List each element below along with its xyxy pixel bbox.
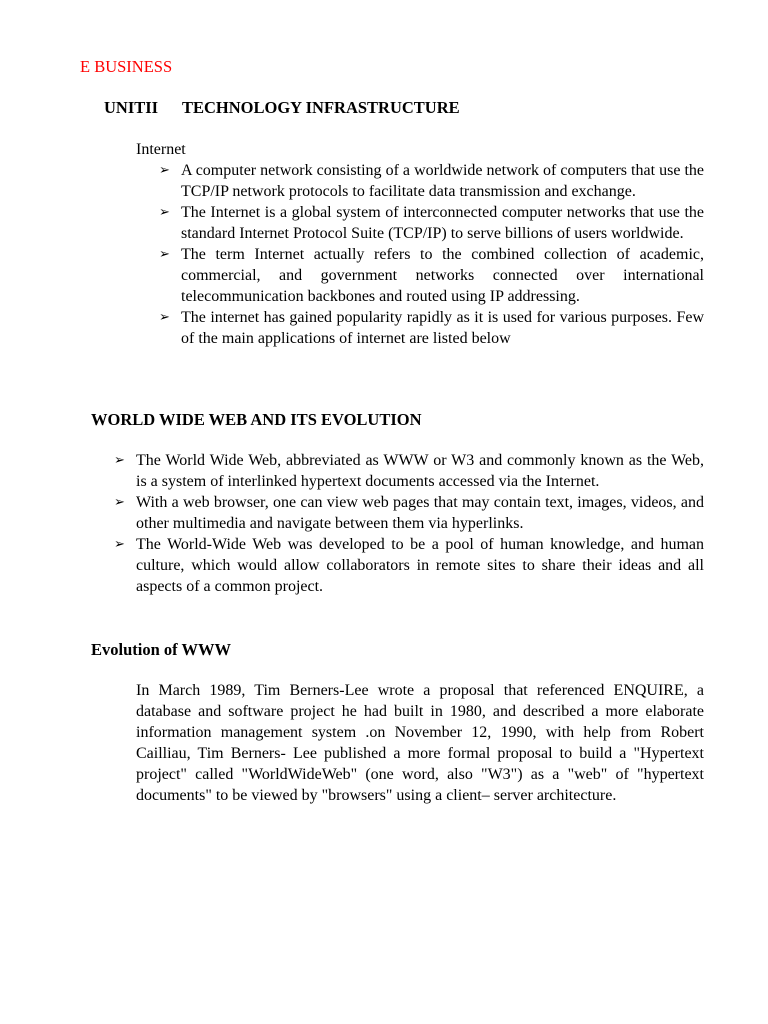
arrowhead-bullet-icon: ➢: [114, 453, 125, 468]
list-item: [159, 202, 704, 244]
arrowhead-bullet-icon: ➢: [159, 310, 170, 325]
arrowhead-bullet-icon: ➢: [159, 163, 170, 178]
evolution-paragraph: In March 1989, Tim Berners-Lee wrote a proposal that referenced ENQUIRE, a database and software project he had built in 1980, and described a more elaborate information management system .on November 12, 1990, with help from Robert Cailliau, Tim Berners- Lee published a more formal proposal to build a "Hypertext project" called "WorldWideWeb" (one word, also "W3") as a "web" of "hypertext documents" to be viewed by "browsers" using a client– server architecture.: [136, 682, 704, 804]
list-item: [159, 160, 704, 202]
bullet-text: With a web browser, one can view web pages that may contain text, images, videos, and other multimedia and navigate between them via hyperlinks.: [136, 494, 704, 532]
bullet-text: The term Internet actually refers to the combined collection of academic, commercial, and government networks connected over international telecommunication backbones and routed using IP addressing.: [181, 246, 704, 305]
document-title: E BUSINESS: [80, 57, 173, 76]
www-bullet-list: [114, 450, 704, 597]
bullet-text: The World Wide Web, abbreviated as WWW or W3 and commonly known as the Web, is a system of interlinked hypertext documents accessed via the Internet.: [136, 452, 704, 490]
list-item: [114, 492, 704, 534]
list-item: [114, 450, 704, 492]
internet-label: Internet: [136, 141, 186, 158]
arrowhead-bullet-icon: ➢: [159, 205, 170, 220]
unit-heading: [104, 97, 460, 118]
arrowhead-bullet-icon: ➢: [159, 247, 170, 262]
arrowhead-bullet-icon: ➢: [114, 495, 125, 510]
arrowhead-bullet-icon: ➢: [114, 537, 125, 552]
internet-bullet-list: [159, 160, 704, 349]
list-item: [159, 307, 704, 349]
list-item: [159, 244, 704, 307]
unit-title: TECHNOLOGY INFRASTRUCTURE: [182, 98, 460, 117]
evolution-heading: Evolution of WWW: [91, 640, 231, 659]
bullet-text: The World-Wide Web was developed to be a pool of human knowledge, and human culture, which would allow collaborators in remote sites to share their ideas and all aspects of a common project.: [136, 536, 704, 595]
bullet-text: A computer network consisting of a worldwide network of computers that use the TCP/IP network protocols to facilitate data transmission and exchange.: [181, 162, 704, 200]
bullet-text: The Internet is a global system of interconnected computer networks that use the standard Internet Protocol Suite (TCP/IP) to serve billions of users worldwide.: [181, 204, 704, 242]
list-item: [114, 534, 704, 597]
unit-code: UNITII: [104, 98, 159, 117]
bullet-text: The internet has gained popularity rapidly as it is used for various purposes. Few of the main applications of internet are listed below: [181, 309, 704, 347]
www-heading: WORLD WIDE WEB AND ITS EVOLUTION: [91, 410, 422, 429]
